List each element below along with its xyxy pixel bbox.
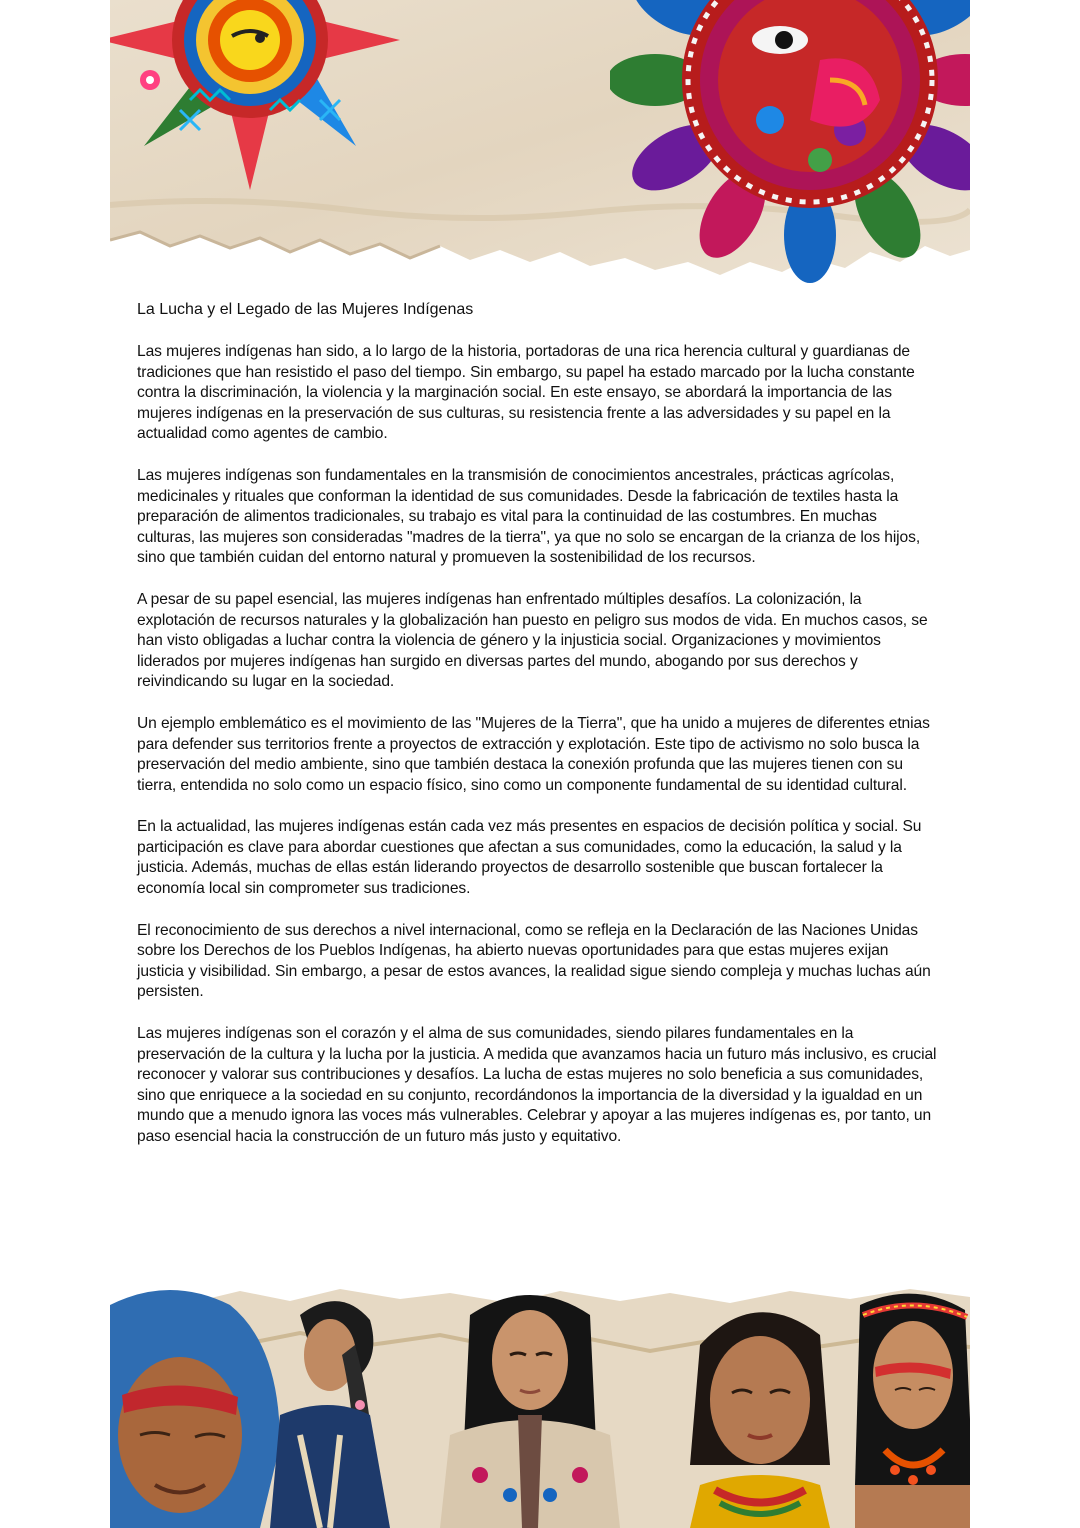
essay-paragraph: Las mujeres indígenas son el corazón y el alma de sus comunidades, siendo pilares fundamentales en la preservación de la cultura y la lucha por la justicia. A medida que avanzamos hacia un futuro más inclusivo, es crucial reconocer y valorar sus contribuciones y desafíos. La lucha de estas mujeres no solo beneficia a sus comunidades, sino que enriquece a la sociedad en su conjunto, recordándonos la importancia de la diversidad y la igualdad en un mundo que a menudo ignora las voces más vulnerables. Celebrar y apoyar a las mujeres indígenas es, por tanto, un paso esencial hacia la construcción de un futuro más justo y equitativo. [137,1025,937,1145]
footer-photo-collage [110,1285,970,1528]
essay [137,300,937,1169]
essay-paragraph: El reconocimiento de sus derechos a nivel internacional, como se refleja en la Declaración de las Naciones Unidas sobre los Derechos de los Pueblos Indígenas, ha abierto nuevas oportunidades para que estas mujeres exijan justicia y visibilidad. Sin embargo, a pesar de estos avances, la realidad sigue siendo compleja y muchas luchas aún persisten. [137,921,931,1001]
woman-portrait-1-image [110,1285,280,1528]
essay-paragraph: Un ejemplo emblemático es el movimiento de las "Mujeres de la Tierra", que ha unido a mujeres de diferentes etnias para defender sus territorios frente a proyectos de extracción y explotación. Este tipo de activismo no solo busca la preservación del medio ambiente, sino que también destaca la conexión profunda que las mujeres tienen con su tierra, entendida no solo como un espacio físico, sino como un componente fundamental de su identidad cultural. [137,714,930,794]
essay-paragraph: Las mujeres indígenas son fundamentales en la transmisión de conocimientos ancestrales, prácticas agrícolas, medicinales y rituales que conforman la identidad de sus comunidades. Desde la fabricación de textiles hasta la preparación de alimentos tradicionales, su trabajo es vital para la continuidad de las costumbres. En muchas culturas, las mujeres son consideradas "madres de la tierra", ya que no solo se encargan de la crianza de los hijos, sino que también cuidan del entorno natural y promueven la sostenibilidad de los recursos. [137,466,921,567]
huichol-sun-right-image [610,0,970,285]
essay-paragraph: A pesar de su papel esencial, las mujeres indígenas han enfrentado múltiples desafíos. La colonización, la explotación de recursos naturales y la globalización han puesto en peligro sus modos de vida. En muchos casos, se han visto obligadas a luchar contra la violencia de género y la injusticia social. Organizaciones y movimientos liderados por mujeres indígenas han surgido en diversas partes del mundo, abogando por sus derechos y reivindicando su lugar en la sociedad. [137,590,928,691]
woman-portrait-2-image [260,1285,410,1528]
header-banner [110,0,970,285]
woman-portrait-4-image [670,1285,840,1528]
essay-title: La Lucha y el Legado de las Mujeres Indígenas [137,301,474,318]
huichol-sun-left-image [110,0,400,200]
essay-paragraph: En la actualidad, las mujeres indígenas están cada vez más presentes en espacios de decisión política y social. Su participación es clave para abordar cuestiones que afectan a sus comunidades, como la educación, la salud y la justicia. Además, muchas de ellas están liderando proyectos de desarrollo sostenible que buscan fortalecer la economía local sin comprometer sus tradiciones. [137,818,922,898]
woman-portrait-3-image [430,1285,630,1528]
woman-portrait-5-image [845,1285,970,1528]
essay-paragraph: Las mujeres indígenas han sido, a lo largo de la historia, portadoras de una rica herencia cultural y guardianas de tradiciones que han resistido el paso del tiempo. Sin embargo, su papel ha estado marcado por la lucha constante contra la discriminación, la violencia y la marginación social. En este ensayo, se abordará la importancia de las mujeres indígenas en la preservación de sus culturas, su resistencia frente a las adversidades y su papel en la actualidad como agentes de cambio. [137,343,915,443]
